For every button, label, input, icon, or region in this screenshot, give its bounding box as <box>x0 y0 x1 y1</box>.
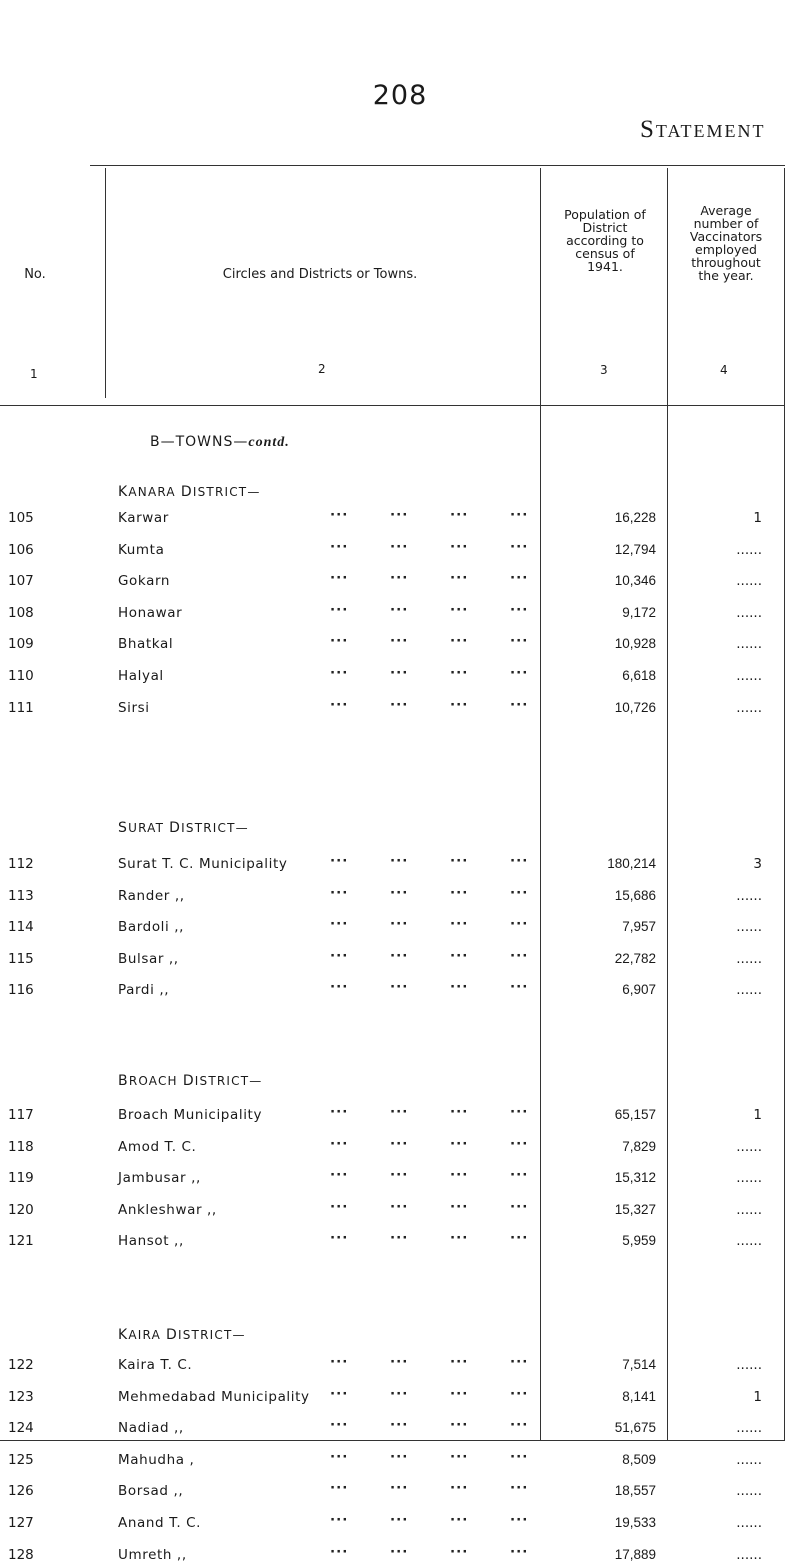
column-number-2: 2 <box>318 362 326 376</box>
row-number: 126 <box>8 1483 34 1499</box>
table-row: 109 Bhatkal ··· ··· ··· ··· 10,928 ...... <box>8 633 762 652</box>
row-number: 108 <box>8 605 34 621</box>
table-row: 127 Anand T. C. ··· ··· ··· ··· 19,533 ...... <box>8 1512 762 1531</box>
row-name: Bhatkal <box>118 636 174 652</box>
row-population: 18,557 <box>614 1483 656 1498</box>
row-vaccinators: ...... <box>736 982 762 998</box>
row-population: 7,514 <box>622 1357 656 1372</box>
row-name: Mehmedabad Municipality <box>118 1389 310 1405</box>
table-row: 111 Sirsi ··· ··· ··· ··· 10,726 ...... <box>8 697 762 716</box>
header-top-rule <box>90 165 785 166</box>
row-name: Broach Municipality <box>118 1107 263 1123</box>
statement-title: Statement <box>640 116 766 143</box>
row-name: Hansot ,, <box>118 1233 184 1249</box>
row-population: 65,157 <box>614 1107 656 1122</box>
table-row: 122 Kaira T. C. ··· ··· ··· ··· 7,514 ...... <box>8 1354 762 1373</box>
row-vaccinators: ...... <box>736 1420 762 1436</box>
row-vaccinators: ...... <box>736 1452 762 1468</box>
row-population: 12,794 <box>614 542 656 557</box>
vline-no <box>105 168 106 398</box>
row-number: 106 <box>8 542 34 558</box>
row-vaccinators: 1 <box>753 1389 762 1405</box>
row-number: 127 <box>8 1515 34 1531</box>
row-name: Jambusar ,, <box>118 1170 201 1186</box>
row-vaccinators: 1 <box>753 510 762 526</box>
table-row: 118 Amod T. C. ··· ··· ··· ··· 7,829 ...... <box>8 1136 762 1155</box>
row-vaccinators: 3 <box>753 856 762 872</box>
row-population: 51,675 <box>614 1420 656 1435</box>
section-title: BROACH DISTRICT— <box>118 1073 263 1089</box>
row-number: 116 <box>8 982 34 998</box>
row-population: 5,959 <box>622 1233 656 1248</box>
row-population: 16,228 <box>614 510 656 525</box>
row-vaccinators: ...... <box>736 700 762 716</box>
table-row: 113 Rander ,, ··· ··· ··· ··· 15,686 ...... <box>8 885 762 904</box>
table-row: 115 Bulsar ,, ··· ··· ··· ··· 22,782 ...... <box>8 948 762 967</box>
row-vaccinators: ...... <box>736 1202 762 1218</box>
row-name: Surat T. C. Municipality <box>118 856 288 872</box>
table-row: 114 Bardoli ,, ··· ··· ··· ··· 7,957 ...... <box>8 916 762 935</box>
row-vaccinators: ...... <box>736 636 762 652</box>
row-name: Bardoli ,, <box>118 919 185 935</box>
row-name: Gokarn <box>118 573 171 589</box>
row-number: 115 <box>8 951 34 967</box>
section-title: KAIRA DISTRICT— <box>118 1327 246 1343</box>
row-name: Pardi ,, <box>118 982 170 998</box>
row-population: 8,141 <box>622 1389 656 1404</box>
row-population: 6,907 <box>622 982 656 997</box>
row-name: Karwar <box>118 510 169 526</box>
row-name: Ankleshwar ,, <box>118 1202 217 1218</box>
row-number: 117 <box>8 1107 34 1123</box>
row-population: 6,618 <box>622 668 656 683</box>
row-population: 15,686 <box>614 888 656 903</box>
row-name: Borsad ,, <box>118 1483 184 1499</box>
table-row: 110 Halyal ··· ··· ··· ··· 6,618 ...... <box>8 665 762 684</box>
page-number: 208 <box>372 80 428 111</box>
row-vaccinators: ...... <box>736 1139 762 1155</box>
row-population: 10,726 <box>614 700 656 715</box>
row-vaccinators: ...... <box>736 1483 762 1499</box>
row-name: Honawar <box>118 605 183 621</box>
row-number: 120 <box>8 1202 34 1218</box>
row-population: 7,829 <box>622 1139 656 1154</box>
row-number: 118 <box>8 1139 34 1155</box>
table-row: 116 Pardi ,, ··· ··· ··· ··· 6,907 ...... <box>8 979 762 998</box>
table-row: 124 Nadiad ,, ··· ··· ··· ··· 51,675 ...... <box>8 1417 762 1436</box>
row-number: 113 <box>8 888 34 904</box>
column-number-1: 1 <box>30 367 38 381</box>
row-vaccinators: ...... <box>736 951 762 967</box>
row-number: 110 <box>8 668 34 684</box>
row-population: 10,928 <box>614 636 656 651</box>
row-population: 22,782 <box>614 951 656 966</box>
row-name: Mahudha , <box>118 1452 195 1468</box>
row-name: Sirsi <box>118 700 150 716</box>
header-circles: Circles and Districts or Towns. <box>222 267 418 282</box>
row-population: 8,509 <box>622 1452 656 1467</box>
table-row: 126 Borsad ,, ··· ··· ··· ··· 18,557 ...... <box>8 1480 762 1499</box>
row-vaccinators: ...... <box>736 1515 762 1531</box>
row-vaccinators: ...... <box>736 919 762 935</box>
row-vaccinators: ...... <box>736 605 762 621</box>
row-vaccinators: 1 <box>753 1107 762 1123</box>
table-row: 120 Ankleshwar ,, ··· ··· ··· ··· 15,327 ...... <box>8 1199 762 1218</box>
row-population: 19,533 <box>614 1515 656 1530</box>
row-name: Bulsar ,, <box>118 951 179 967</box>
header-vaccinators: Average number of Vaccinators employed throughout the year. <box>689 203 763 283</box>
table-row: 106 Kumta ··· ··· ··· ··· 12,794 ...... <box>8 539 762 558</box>
row-name: Kumta <box>118 542 165 558</box>
row-name: Nadiad ,, <box>118 1420 184 1436</box>
table-row: 123 Mehmedabad Municipality ··· ··· ··· ··· 8,141 1 <box>8 1386 762 1405</box>
part-title: B—TOWNS—contd. <box>150 434 290 450</box>
table-row: 117 Broach Municipality ··· ··· ··· ··· 65,157 1 <box>8 1104 762 1123</box>
row-number: 123 <box>8 1389 34 1405</box>
column-number-3: 3 <box>600 363 608 377</box>
row-name: Anand T. C. <box>118 1515 202 1531</box>
row-number: 119 <box>8 1170 34 1186</box>
section-title: KANARA DISTRICT— <box>118 484 261 500</box>
row-number: 122 <box>8 1357 34 1373</box>
header-no: No. <box>24 267 46 282</box>
row-vaccinators: ...... <box>736 1357 762 1373</box>
row-number: 121 <box>8 1233 34 1249</box>
row-number: 125 <box>8 1452 34 1468</box>
row-vaccinators: ...... <box>736 1547 762 1563</box>
table-row: 125 Mahudha , ··· ··· ··· ··· 8,509 ...... <box>8 1449 762 1468</box>
row-number: 112 <box>8 856 34 872</box>
row-number: 105 <box>8 510 34 526</box>
header-population: Population of District according to census of 1941. <box>564 207 646 274</box>
row-number: 111 <box>8 700 34 716</box>
row-number: 114 <box>8 919 34 935</box>
row-number: 109 <box>8 636 34 652</box>
table-row: 121 Hansot ,, ··· ··· ··· ··· 5,959 ...... <box>8 1230 762 1249</box>
row-name: Rander ,, <box>118 888 185 904</box>
row-population: 7,957 <box>622 919 656 934</box>
row-population: 10,346 <box>614 573 656 588</box>
row-population: 9,172 <box>622 605 656 620</box>
row-number: 128 <box>8 1547 34 1563</box>
row-name: Halyal <box>118 668 164 684</box>
section-title: SURAT DISTRICT— <box>118 820 249 836</box>
part-title-suffix: contd. <box>248 435 290 450</box>
row-number: 107 <box>8 573 34 589</box>
row-name: Kaira T. C. <box>118 1357 193 1373</box>
row-population: 17,889 <box>614 1547 656 1562</box>
table-row: 105 Karwar ··· ··· ··· ··· 16,228 1 <box>8 507 762 526</box>
table-row: 108 Honawar ··· ··· ··· ··· 9,172 ...... <box>8 602 762 621</box>
table-bottom-rule <box>0 1440 785 1441</box>
row-population: 15,327 <box>614 1202 656 1217</box>
table-row: 119 Jambusar ,, ··· ··· ··· ··· 15,312 ...... <box>8 1167 762 1186</box>
row-vaccinators: ...... <box>736 668 762 684</box>
row-name: Umreth ,, <box>118 1547 187 1563</box>
row-population: 180,214 <box>607 856 656 871</box>
column-number-4: 4 <box>720 363 728 377</box>
table-row: 128 Umreth ,, ··· ··· ··· ··· 17,889 ...... <box>8 1544 762 1563</box>
row-vaccinators: ...... <box>736 542 762 558</box>
row-name: Amod T. C. <box>118 1139 197 1155</box>
table-row: 107 Gokarn ··· ··· ··· ··· 10,346 ...... <box>8 570 762 589</box>
row-population: 15,312 <box>614 1170 656 1185</box>
row-vaccinators: ...... <box>736 573 762 589</box>
row-vaccinators: ...... <box>736 888 762 904</box>
table-row: 112 Surat T. C. Municipality ··· ··· ··· ··· 180,214 3 <box>8 853 762 872</box>
row-number: 124 <box>8 1420 34 1436</box>
row-vaccinators: ...... <box>736 1233 762 1249</box>
row-vaccinators: ...... <box>736 1170 762 1186</box>
